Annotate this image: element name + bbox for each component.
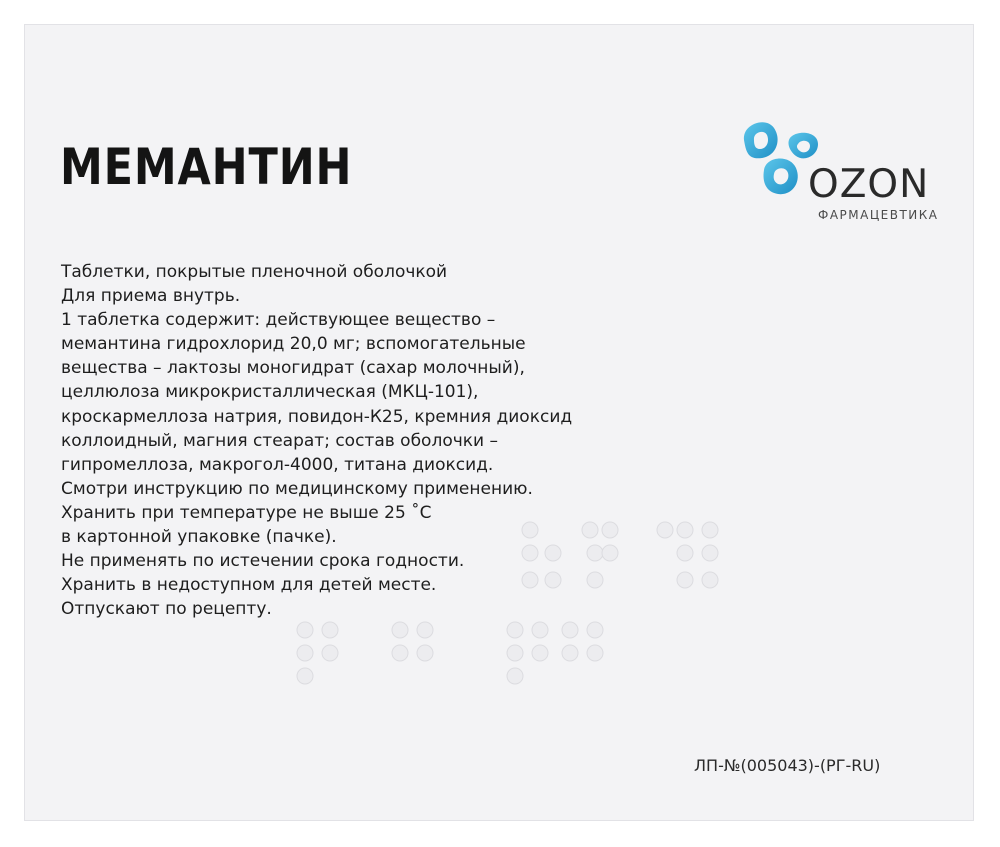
braille-dot [602,545,618,561]
description-line: Для приема внутрь. [61,286,241,307]
braille-dot [532,645,548,661]
description-line: мемантина гидрохлорид 20,0 мг; вспомогательные [61,334,526,355]
braille-dot [297,622,313,638]
description-line: 1 таблетка содержит: действующее вещество – [61,310,496,331]
brand-name: OZON [808,162,930,207]
description-line: вещества – лактозы моногидрат (сахар молочный), [61,358,525,379]
product-title: МЕМАНТИН [60,138,353,196]
braille-dot [297,668,313,684]
braille-dot [322,622,338,638]
braille-dot [657,522,673,538]
description-line: Хранить при температуре не выше 25 ˚С [61,502,432,523]
braille-embossing [280,510,740,700]
license-number: ЛП-№(005043)-(РГ-RU) [694,756,881,775]
braille-dot [702,522,718,538]
braille-dot [507,622,523,638]
braille-dot [392,645,408,661]
description-line: кроскармеллоза натрия, повидон-К25, кремния диоксид [61,406,573,427]
braille-dot [322,645,338,661]
description-line: Отпускают по рецепту. [61,599,272,620]
description-line: Хранить в недоступном для детей месте. [61,575,437,596]
braille-dot [522,522,538,538]
braille-dot [702,545,718,561]
braille-dot [532,622,548,638]
description-line: Смотри инструкцию по медицинскому применению. [61,478,533,499]
braille-dot [522,572,538,588]
braille-dot [587,545,603,561]
braille-dot [417,645,433,661]
description-line: Не применять по истечении срока годности. [61,551,465,572]
braille-dot [587,645,603,661]
description-line: коллоидный, магния стеарат; состав оболочки – [61,430,498,451]
braille-dot [545,572,561,588]
braille-dot [392,622,408,638]
braille-dot [562,645,578,661]
description-line: целлюлоза микрокристаллическая (МКЦ-101), [61,382,479,403]
braille-dot [417,622,433,638]
braille-dot [587,572,603,588]
brand-subtitle: ФАРМАЦЕВТИКА [818,208,939,222]
braille-dot [702,572,718,588]
braille-dot [522,545,538,561]
braille-dot [582,522,598,538]
description-line: Таблетки, покрытые пленочной оболочкой [61,262,448,282]
braille-dot [602,522,618,538]
braille-dot [545,545,561,561]
braille-dot [677,545,693,561]
description-line: гипромеллоза, макрогол-4000, титана диоксид. [61,454,494,475]
braille-dot [297,645,313,661]
braille-dot [677,572,693,588]
braille-dot [677,522,693,538]
braille-dot [507,645,523,661]
braille-dot [562,622,578,638]
description-line: в картонной упаковке (пачке). [61,527,337,548]
braille-dot [507,668,523,684]
braille-dot [587,622,603,638]
